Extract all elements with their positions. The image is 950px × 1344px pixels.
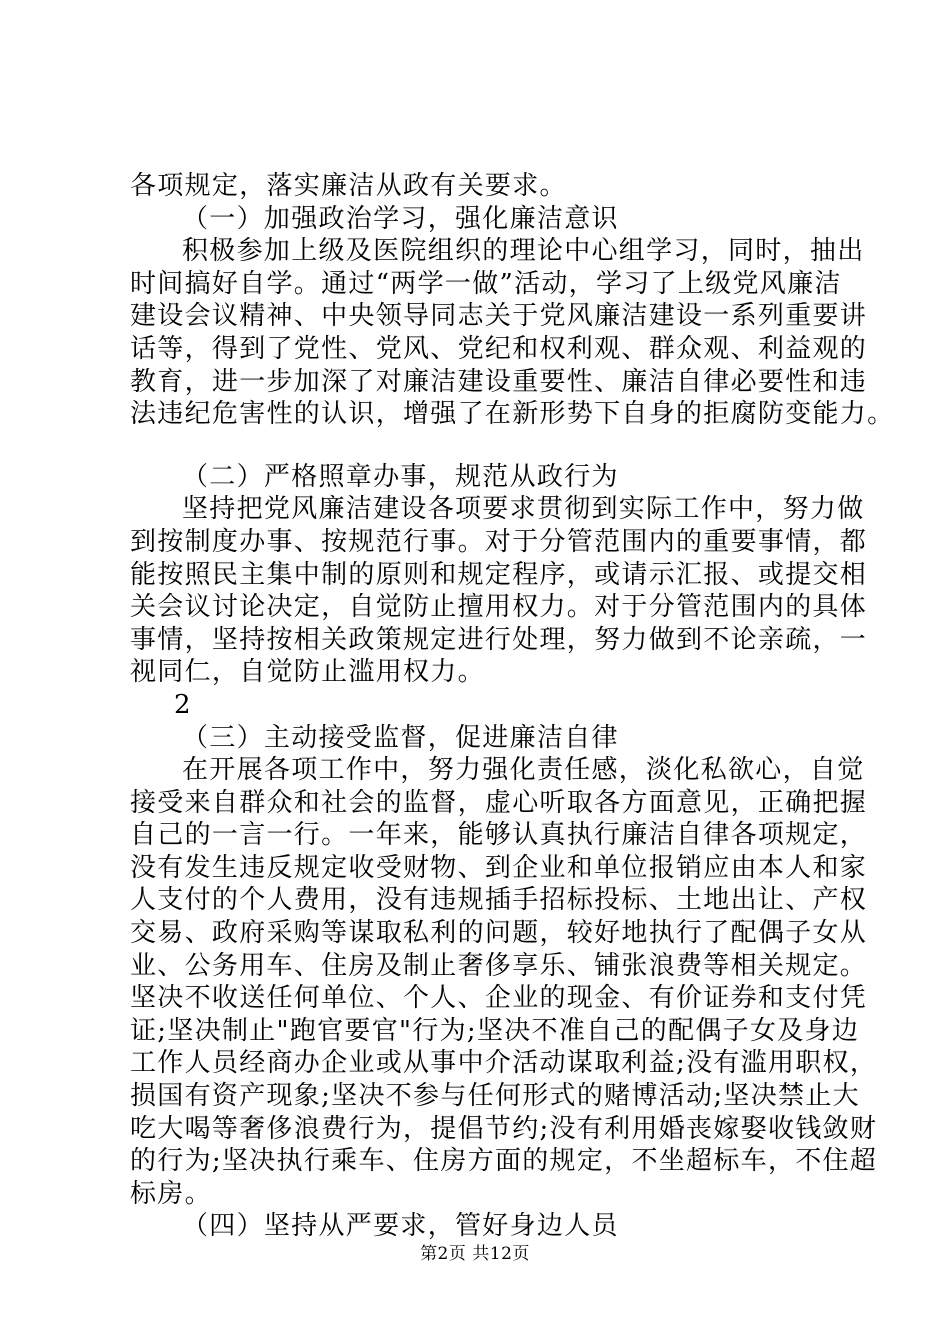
paragraph-line: 各项规定，落实廉洁从政有关要求。 [130, 171, 567, 201]
paragraph-line: 坚决不收送任何单位、个人、企业的现金、有价证券和支付凭 [130, 983, 868, 1014]
paragraph-line: 在开展各项工作中，努力强化责任感，淡化私欲心，自觉 [182, 755, 865, 786]
paragraph-line: 吃大喝等奢侈浪费行为，提倡节约;没有利用婚丧嫁娶收钱敛财 [130, 1113, 878, 1144]
stray-page-number: 2 [174, 689, 192, 720]
paragraph-line: 视同仁，自觉防止滥用权力。 [130, 657, 485, 688]
paragraph-line: 法违纪危害性的认识，增强了在新形势下自身的拒腐防变能力。 [130, 399, 895, 430]
paragraph-line: 没有发生违反规定收受财物、到企业和单位报销应由本人和家 [130, 852, 868, 883]
paragraph-line: 到按制度办事、按规范行事。对于分管范围内的重要事情，都 [130, 526, 868, 557]
paragraph-line: 业、公务用车、住房及制止奢侈享乐、铺张浪费等相关规定。 [130, 950, 868, 981]
paragraph-line: 自己的一言一行。一年来，能够认真执行廉洁自律各项规定， [130, 820, 868, 851]
paragraph-line: 教育，进一步加深了对廉洁建设重要性、廉洁自律必要性和违 [130, 366, 868, 397]
paragraph-line: 话等，得到了党性、党风、党纪和权利观、群众观、利益观的 [130, 333, 868, 364]
document-body [130, 170, 895, 1243]
paragraph-line: 坚持把党风廉洁建设各项要求贯彻到实际工作中，努力做 [182, 494, 865, 525]
paragraph-line: 工作人员经商办企业或从事中介活动谋取利益;没有滥用职权， [130, 1048, 878, 1079]
paragraph-line: 人支付的个人费用，没有违规插手招标投标、土地出让、产权 [130, 885, 868, 916]
paragraph-line: 损国有资产现象;坚决不参与任何形式的赌博活动;坚决禁止大 [130, 1081, 860, 1112]
paragraph-line: 能按照民主集中制的原则和规定程序，或请示汇报、或提交相 [130, 559, 868, 590]
paragraph-line: 交易、政府采购等谋取私利的问题，较好地执行了配偶子女从 [130, 918, 868, 949]
paragraph-line: 积极参加上级及医院组织的理论中心组学习，同时，抽出 [182, 236, 865, 267]
paragraph-line: 关会议讨论决定，自觉防止擅用权力。对于分管范围内的具体 [130, 592, 868, 623]
paragraph-line: 接受来自群众和社会的监督，虚心听取各方面意见，正确把握 [130, 787, 868, 818]
section-heading-3: （三）主动接受监督，促进廉洁自律 [182, 722, 619, 753]
paragraph-gap [130, 431, 830, 461]
paragraph-line: 的行为;坚决执行乘车、住房方面的规定，不坐超标车，不住超 [130, 1146, 878, 1177]
section-heading-4: （四）坚持从严要求，管好身边人员 [182, 1211, 619, 1242]
paragraph-line: 标房。 [130, 1178, 212, 1209]
paragraph-line: 事情，坚持按相关政策规定进行处理，努力做到不论亲疏，一 [130, 624, 868, 655]
paragraph-line: 证;坚决制止"跑官要官"行为;坚决不准自己的配偶子女及身边 [130, 1015, 860, 1046]
page-footer: 第2页 共12页 [420, 1244, 530, 1264]
paragraph-line: 时间搞好自学。通过“两学一做”活动，学习了上级党风廉洁 [130, 268, 842, 299]
section-heading-1: （一）加强政治学习，强化廉洁意识 [182, 203, 619, 234]
paragraph-line: 建设会议精神、中央领导同志关于党风廉洁建设一系列重要讲 [130, 301, 868, 332]
section-heading-2: （二）严格照章办事，规范从政行为 [182, 461, 619, 492]
